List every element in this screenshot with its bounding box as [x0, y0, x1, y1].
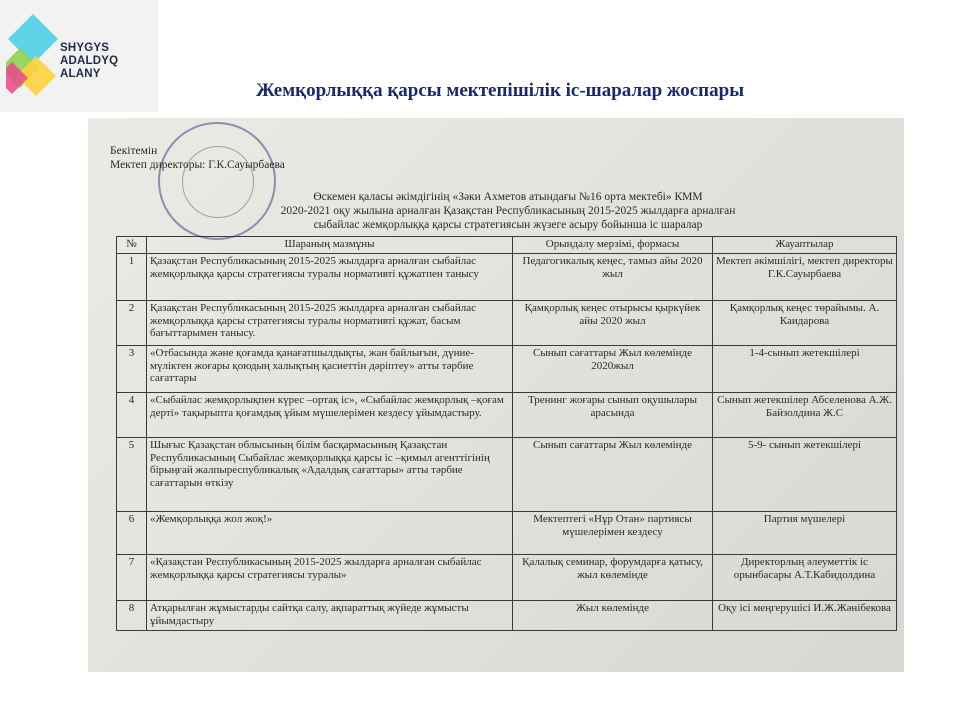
col-header-no: №	[117, 237, 147, 254]
logo-line-2: ADALDYQ ALANY	[60, 55, 119, 80]
row-responsible: Қамқорлық кеңес төрайымы. А. Каидарова	[713, 301, 897, 346]
row-deadline: Сынып сағаттары Жыл көлемінде 2020жыл	[513, 346, 713, 393]
row-content: «Отбасында және қоғамда қанағатшылдықты, жан байлығын, дүние-мүліктен жоғары қоюдың халықтың қасиеттін дәріптеу» атты тәрбие сағаттары	[147, 346, 513, 393]
row-no: 3	[117, 346, 147, 393]
row-content: «Қазақстан Республикасының 2015-2025 жылдарға арналған сыбайлас жемқорлыққа қарсы стратегиясы туралы»	[147, 555, 513, 601]
row-no: 8	[117, 601, 147, 631]
row-responsible: Партия мүшелері	[713, 512, 897, 555]
doc-heading-2: 2020-2021 оқу жылына арналған Қазақстан Республикасының 2015-2025 жылдарға арналған	[280, 205, 736, 217]
table-row	[117, 555, 897, 601]
table-row	[117, 601, 897, 631]
row-no: 7	[117, 555, 147, 601]
row-responsible: Директорлың әлеуметтік іс орынбасары А.Т.Кабидолдина	[713, 555, 897, 601]
table-row	[117, 512, 897, 555]
approve-line-1: Бекітемін	[110, 145, 158, 157]
row-deadline: Сынып сағаттары Жыл көлемінде	[513, 438, 713, 512]
col-header-deadline: Орындалу мерзімі, формасы	[513, 237, 713, 254]
table-row	[117, 346, 897, 393]
row-content: Атқарылған жұмыстарды сайтқа салу, ақпараттық жүйеде жұмысты ұйымдастыру	[147, 601, 513, 631]
slide-title: Жемқорлыққа қарсы мектепішілік іс-шаралар жоспары	[255, 80, 745, 101]
row-no: 5	[117, 438, 147, 512]
row-content: «Сыбайлас жемқорлықпен күрес –ортақ іс», «Сыбайлас жемқорлық –қоғам дерті» тақырыпта қоғамдық ұйым мүшелерімен кездесу ұйымдастыру.	[147, 393, 513, 438]
row-content: Қазақстан Республикасының 2015-2025 жылдарға арналған сыбайлас жемқорлыққа қарсы стратегиясы туралы нормативті құжат, басым бағыттарымен танысу.	[147, 301, 513, 346]
plan-table	[116, 236, 897, 631]
table-row	[117, 301, 897, 346]
row-deadline: Тренинг жоғары сынып оқушылары арасында	[513, 393, 713, 438]
row-no: 6	[117, 512, 147, 555]
col-header-content: Шараның мазмұны	[147, 237, 513, 254]
row-content: Қазақстан Республикасының 2015-2025 жылдарға арналған сыбайлас жемқорлыққа қарсы стратегиясы туралы нормативті құжатпен танысу	[147, 254, 513, 301]
row-no: 1	[117, 254, 147, 301]
row-deadline: Педагогикалық кеңес, тамыз айы 2020 жыл	[513, 254, 713, 301]
row-responsible: Оқу ісі меңгерушісі И.Ж.Жәнібекова	[713, 601, 897, 631]
row-content: «Жемқорлыққа жол жоқ!»	[147, 512, 513, 555]
approve-line-2: Мектеп директоры: Г.К.Сауырбаева	[110, 159, 285, 171]
col-header-responsible: Жауаптылар	[713, 237, 897, 254]
logo-line-1: SHYGYS	[60, 42, 110, 54]
table-row	[117, 438, 897, 512]
row-responsible: Сынып жетекшілер Абселенова А.Ж. Байзолдина Ж.С	[713, 393, 897, 438]
logo-text	[60, 42, 158, 81]
row-responsible: 5-9- сынып жетекшілері	[713, 438, 897, 512]
table-row	[117, 254, 897, 301]
table-row	[117, 393, 897, 438]
row-content: Шығыс Қазақстан облысының білім басқармасының Қазақстан Республикасының Сыбайлас жемқорлыққа қарсы іс –қимыл агенттігінің бірыңғай жалпыреспубликалық «Адалдық сағаттары» атты тәрбие сағаттарын өткізу	[147, 438, 513, 512]
row-deadline: Жыл көлемінде	[513, 601, 713, 631]
row-deadline: Қамқорлық кеңес отырысы қыркүйек айы 2020 жыл	[513, 301, 713, 346]
doc-heading-1: Өскемен қаласы әкімдігінің «Зәки Ахметов атындағы №16 орта мектебі» КММ	[313, 191, 703, 203]
row-responsible: 1-4-сынып жетекшілері	[713, 346, 897, 393]
approval-block	[110, 144, 285, 172]
row-deadline: Мектептегі «Нұр Отан» партиясы мүшелерімен кездесу	[513, 512, 713, 555]
doc-heading-3: сыбайлас жемқорлыққа қарсы стратегиясын жүзеге асыру бойынша іс шаралар	[313, 219, 703, 231]
table-header-row	[117, 237, 897, 254]
logo-mark-icon	[6, 12, 60, 98]
row-no: 4	[117, 393, 147, 438]
logo	[0, 0, 158, 112]
row-no: 2	[117, 301, 147, 346]
document-photo	[88, 118, 904, 672]
row-deadline: Қалалық семинар, форумдарға қатысу, жыл көлемінде	[513, 555, 713, 601]
row-responsible: Мектеп әкімшілігі, мектеп директоры Г.К.Сауырбаева	[713, 254, 897, 301]
